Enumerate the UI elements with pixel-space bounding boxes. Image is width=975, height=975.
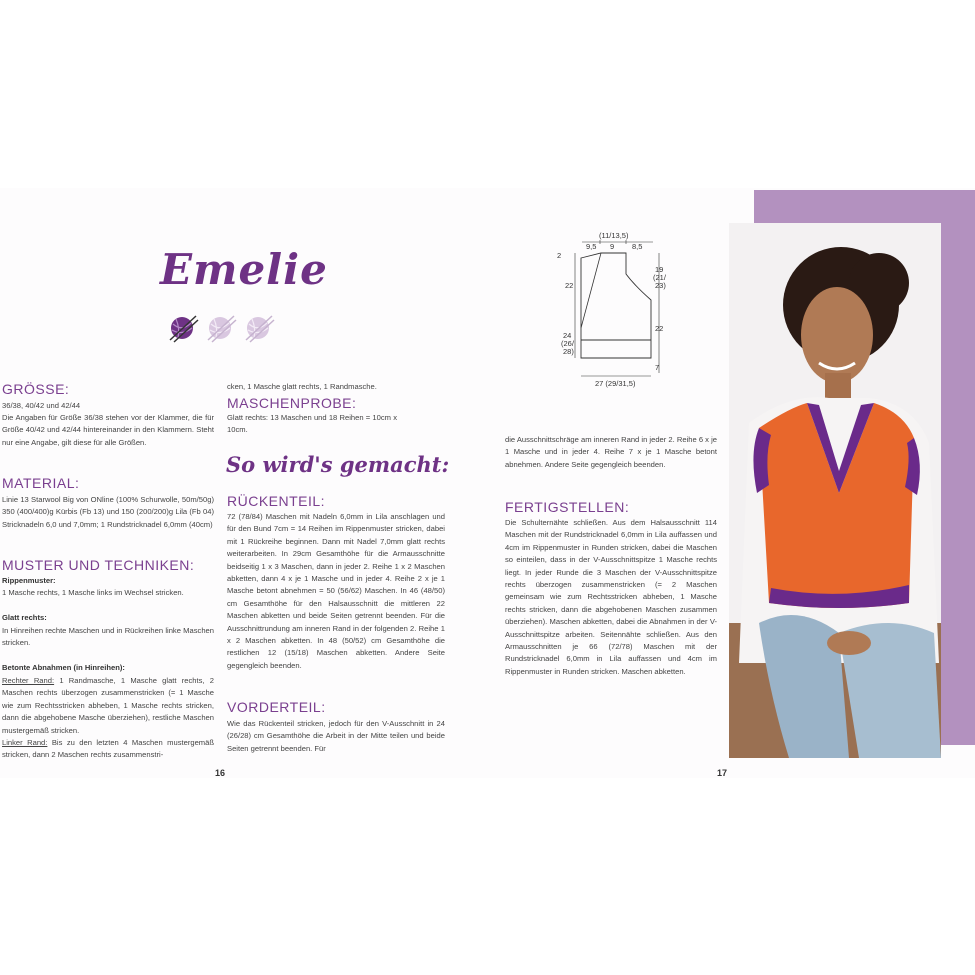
schematic-label: 24: [563, 331, 572, 340]
vorderteil-heading: VORDERTEIL:: [227, 699, 326, 715]
muster-heading: MUSTER UND TECHNIKEN:: [2, 557, 195, 573]
page-number-left: 16: [215, 768, 226, 778]
vorderteil-text: Wie das Rückenteil stricken, jedoch für den V-Ausschnitt in 24 (26/28) cm Gesamthöhe die Arbeit in der Mitte teilen und beide Seiten getrennt beenden. Für: [227, 719, 445, 753]
yarn-ball-icon-empty: [246, 316, 274, 342]
pattern-title: Emelie: [160, 245, 328, 294]
schematic-label: 9,5: [586, 242, 597, 251]
schematic-label: 8,5: [632, 242, 643, 251]
material-text: Linie 13 Starwool Big von ONline (100% Schurwolle, 50m/50g) 350 (400/400)g Kürbis (Fb 13) und 150 (200/200)g Lila (Fb 04) Stricknadeln 6,0 und 7,0mm; 1 Rundstricknadel 6,0mm (40cm): [2, 495, 214, 529]
schematic-label: (11/13,5): [599, 231, 629, 240]
rueckenteil-heading: RÜCKENTEIL:: [227, 493, 326, 509]
difficulty-rating: [166, 312, 286, 344]
rechter-rand-text: Rechter Rand: 1 Randmasche, 1 Masche glatt rechts, 2 Maschen rechts überzogen zusammenstricken (= 1 Masche wie zum Rechtsstricken abheben, 1 Masche rechts stricken, dann die abgehobene Masche überziehen), restliche Maschen mustergemäß stricken.: [2, 676, 214, 735]
schematic-label: (26/: [561, 339, 574, 348]
fertigstellen-text: Die Schulternähte schließen. Aus dem Halsausschnitt 114 Maschen mit der Rundstricknadel 6,0mm in Lila auffassen und 4cm im Rippenmuster in Runden stricken, dabei die Maschen so einteilen, dass in der V-Ausschnittspitze 1 Masche rechts liegt. In jeder Runde die 3 Maschen der V-Ausschnittspitze rechts überzogen zusammenstricken (= 2 Maschen gemeinsam wie zum Rechtsstricken abheben, 1 Masche rechts stricken, dann die abgehobenen Maschen zusammen überziehen). Maschen abketten, dabei die Abnahmen in der V-Ausschnittspitze arbeiten. Seitennähte schließen. Aus den Armausschnitten je 66 (72/78) Maschen mit der Rundstricknadel 6,0mm in Lila auffassen und 4cm im Rippenmuster in Runden stricken. Maschen abketten.: [505, 518, 717, 676]
rippen-text: 1 Masche rechts, 1 Masche links im Wechsel stricken.: [2, 588, 184, 597]
schematic-label: (21/: [653, 273, 666, 282]
maschenprobe-text: Glatt rechts: 13 Maschen und 18 Reihen = 10cm x 10cm.: [227, 413, 397, 435]
schematic-label: 19: [655, 265, 664, 274]
schematic-label: 28): [563, 347, 574, 356]
linker-rand-text: Linker Rand: Bis zu den letzten 4 Maschen mustergemäß stricken, dann 2 Maschen rechts zusammenstri-: [2, 738, 214, 760]
material-heading: MATERIAL:: [2, 475, 80, 491]
groesse-heading: GRÖSSE:: [2, 381, 70, 397]
yarn-ball-icon-empty: [208, 316, 236, 342]
groesse-sizes: 36/38, 40/42 und 42/44: [2, 401, 81, 410]
page-number-right: 17: [717, 768, 728, 778]
schematic-label: 22: [565, 281, 574, 290]
abnahmen-label: Betonte Abnahmen (in Hinreihen):: [2, 663, 125, 672]
maschenprobe-heading: MASCHENPROBE:: [227, 395, 357, 411]
yarn-ball-icon-filled: [170, 316, 198, 342]
rueckenteil-text: 72 (78/84) Maschen mit Nadeln 6,0mm in Lila anschlagen und für den Bund 7cm = 14 Reihen im Rippenmuster stricken, dabei mit 1 Rückreihe beginnen. Dann mit Nadel 7,0mm glatt rechts weiterarbeiten. In 29cm Gesamthöhe für die Armausschnitte beidseitig 1 x 3 Maschen, dann in jeder 2. Reihe 1 x 2 Maschen abketten, dann 4 x je 1 Masche und in jeder 4. Reihe 2 x je 1 Masche betont abnehmen = 50 (56/62) Maschen. In 46 (48/50) cm Gesamthöhe für den Halsausschnitt die mittleren 22 Maschen abketten und beide Seiten getrennt beenden. Für die Ausschnittrundung am inneren Rand in der folgenden 2. Reihe 1 x 2 Maschen abketten. In 48 (50/52) cm Gesamthöhe die restlichen 12 (15/18) Maschen abketten. Andere Seite gegengleich beenden.: [227, 512, 445, 670]
fertigstellen-heading: FERTIGSTELLEN:: [505, 499, 630, 515]
so-wirds-gemacht-heading: So wird's gemacht:: [226, 452, 450, 477]
glatt-text: In Hinreihen rechte Maschen und in Rückreihen linke Maschen stricken.: [2, 626, 214, 648]
model-photo: [729, 223, 941, 758]
rippen-label: Rippenmuster:: [2, 576, 56, 585]
schematic-label: 9: [610, 242, 615, 251]
schematic-label: 27 (29/31,5): [595, 379, 636, 388]
groesse-text: Die Angaben für Größe 36/38 stehen vor der Klammer, die für Größe 40/42 und 42/44 hintereinander in den Klammern. Steht nur eine Angabe, gilt diese für alle Größen.: [2, 413, 214, 447]
schematic-label: 22: [655, 324, 664, 333]
vorderteil-cont-text: die Ausschnittschräge am inneren Rand in jeder 2. Reihe 6 x je 1 Masche und in jeder 4. Reihe 7 x je 1 Masche betont abnehmen. Andere Seite gegengleich beenden.: [505, 435, 717, 469]
schematic-label: 2: [557, 251, 562, 260]
schematic-label: 23): [655, 281, 666, 290]
glatt-label: Glatt rechts:: [2, 613, 47, 622]
schematic-label: 7: [655, 363, 660, 372]
garment-schematic: [555, 228, 675, 393]
muster-cont-text: cken, 1 Masche glatt rechts, 1 Randmasche.: [227, 382, 377, 391]
